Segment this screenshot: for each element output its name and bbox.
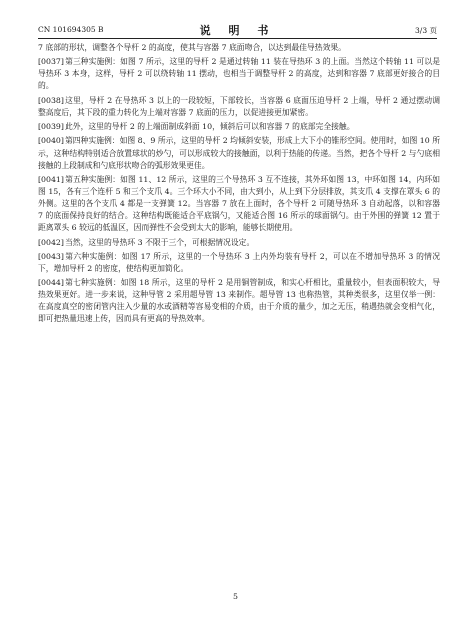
page-indicator: 3/3 页 [415,26,437,35]
paragraph-number: [0043] [38,251,64,261]
paragraph-text: 7 底部的形状，调整各个导杆 2 的高度，使其与容器 7 底面吻合，以达到最佳导热效果。 [38,43,346,52]
paragraph-number: [0040] [38,136,64,146]
paragraph-continued [38,42,440,54]
page-header [38,22,437,39]
paragraph-text: 这里，导杆 2 在导热环 3 以上的一段较短，下部较长，当容器 6 底面压迫导杆 2 上端，导杆 2 通过摆动调整高度后，其下段的重力转化为上端对容器 7 底面的压力，以促进接更加紧密。 [38,95,440,117]
paragraph-0041 [38,174,440,234]
document-body [38,42,440,326]
paragraph-0037 [38,56,440,92]
publication-number: CN 101694305 B [38,25,104,34]
paragraph-0042 [38,237,440,249]
paragraph-text: 第七种实施例：如图 18 所示，这里的导杆 2 是用铜管制成，和实心杆相比，重量较小，但表面积较大，导热效果更好。进一步来说，这种导管 2 采用超导管 13 来制作。超导管 13 也称热管，其种类很多，这里仅举一例：在高度真空的密闭管内注入少量的水或酒精等容易变相的介质，由于介质的量少，加之无压，稍遇热就会变相气化，即可把热量迅速上传，因而具有更高的导热效率。 [38,278,440,324]
document-title: 说 明 书 [199,24,276,37]
paragraph-number: [0042] [38,237,64,247]
page-number: 5 [233,592,238,601]
paragraph-0040 [38,135,440,171]
paragraph-number: [0038] [38,95,64,105]
paragraph-0039 [38,121,440,133]
paragraph-text: 第五种实施例：如图 11、12 所示，这里的三个导热环 3 互不连接，其外环如图 13，中环如图 14，内环如图 15，各有三个连杆 5 和三个支爪 4。三个环大小不同，由大到小，从上到下分层排放，其支爪 4 支撑在罩头 6 的外侧。这里的各个支爪 4 都是一支弹簧 12。当容器 7 放在上面时，各个导杆 2 可随导热环 3 自动起落，以和容器 7 的底面保持良好的结合。这种结构既能适合平底锅勺，又能适合图 16 所示的球面锅勺。由于外围的弹簧 12 置于距离罩头 6 较远的低温区，因而弹性不会受到太大的影响，能够长期使用。 [38,174,440,233]
paragraph-text: 第四种实施例：如图 8、9 所示，这里的导杆 2 均倾斜安装，形成上大下小的锥形空间。使用时，如图 10 所示，这种结构特别适合放置球状的炒勺，可以形成较大的接触面，以利于热能的传递。当然，把各个导杆 2 与勺底相接触的上段制成和勺底形状吻合的弧形效果更佳。 [38,136,440,170]
paragraph-number: [0039] [38,122,64,132]
paragraph-text: 此外，这里的导杆 2 的上端面制成斜面 10，倾斜后可以和容器 7 的底部完全接触。 [65,122,355,132]
paragraph-text: 当然，这里的导热环 3 不限于三个，可根据情况设定。 [65,237,255,247]
paragraph-text: 第六种实施例：如图 17 所示，这里的一个导热环 3 上内外均装有导杆 2，可以在不增加导热环 3 的情况下，增加导杆 2 的密度，使结构更加简化。 [38,251,440,273]
paragraph-number: [0044] [38,278,64,288]
paragraph-0043 [38,251,440,275]
paragraph-0044 [38,277,440,325]
paragraph-text: 第三种实施例：如图 7 所示，这里的导杆 2 是通过转轴 11 装在导热环 3 的上面。当然这个转轴 11 可以是导热环 3 本身，这样，导杆 2 可以绕转轴 11 摆动，也相当于调整导杆 2 的高度，达到和容器 7 底部更好接合的目的。 [38,57,440,91]
paragraph-number: [0041] [38,174,64,184]
paragraph-0038 [38,95,440,119]
paragraph-number: [0037] [38,57,64,67]
